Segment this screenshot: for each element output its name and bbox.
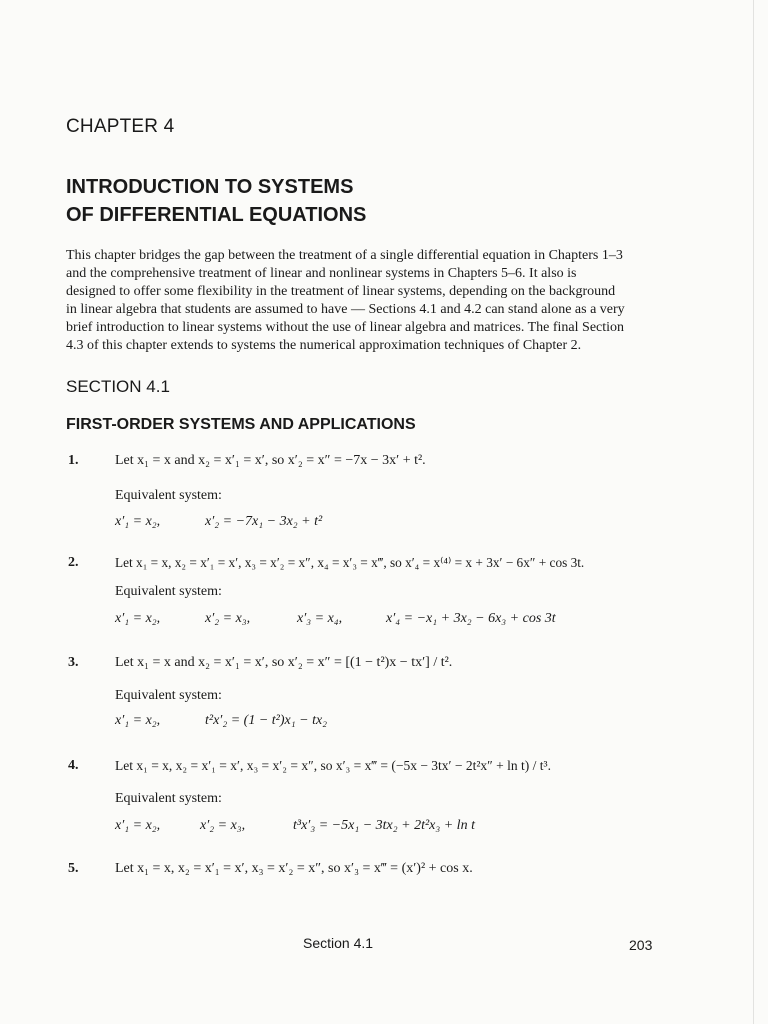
system-equation: x′₁ = x₂, <box>115 514 161 529</box>
problem-statement: Let x₁ = x, x₂ = x′₁ = x′, x₃ = x′₂ = x″, so x′₃ = x‴ = (x′)² + cos x. <box>115 861 473 876</box>
chapter-label: CHAPTER 4 <box>66 116 175 137</box>
problem-statement: Let x₁ = x, x₂ = x′₁ = x′, x₃ = x′₂ = x″, x₄ = x′₃ = x‴, so x′₄ = x⁽⁴⁾ = x + 3x′ − 6x″ + cos 3t. <box>115 555 585 570</box>
chapter-title-line-1: INTRODUCTION TO SYSTEMS <box>66 176 354 198</box>
system-equation: t²x′₂ = (1 − t²)x₁ − tx₂ <box>205 713 328 728</box>
footer-section-label: Section 4.1 <box>303 935 374 951</box>
system-equation: x′₃ = x₄, <box>297 611 343 626</box>
intro-line: 4.3 of this chapter extends to systems the numerical approximation techniques of Chapter 2. <box>66 338 582 354</box>
problem-number: 1. <box>68 453 79 468</box>
problem-number: 2. <box>68 555 79 570</box>
intro-line: brief introduction to linear systems without the use of linear algebra and matrices. The final Section <box>66 320 625 336</box>
problem-3-statement-row <box>0 652 740 674</box>
chapter-title <box>66 173 366 229</box>
page-edge-divider <box>753 0 754 1024</box>
problem-2-statement-row <box>0 552 740 574</box>
problem-number: 4. <box>68 758 79 773</box>
system-equation: t³x′₃ = −5x₁ − 3tx₂ + 2t²x₃ + ln t <box>293 818 475 833</box>
problem-statement: Let x₁ = x, x₂ = x′₁ = x′, x₃ = x′₂ = x″, so x′₃ = x‴ = (−5x − 3tx′ − 2t²x″ + ln t) / t³. <box>115 758 551 773</box>
section-label: SECTION 4.1 <box>66 377 170 396</box>
system-equation: x′₂ = x₃, <box>205 611 251 626</box>
system-equation: x′₄ = −x₁ + 3x₂ − 6x₃ + cos 3t <box>386 611 556 626</box>
problem-number: 3. <box>68 655 79 670</box>
chapter-title-line-2: OF DIFFERENTIAL EQUATIONS <box>66 204 367 226</box>
problem-1-statement-row <box>0 450 740 472</box>
system-equation: x′₁ = x₂, <box>115 818 161 833</box>
equivalent-system-label: Equivalent system: <box>115 688 222 703</box>
equivalent-system-label: Equivalent system: <box>115 584 222 599</box>
problem-statement: Let x₁ = x and x₂ = x′₁ = x′, so x′₂ = x″ = [(1 − t²)x − tx′] / t². <box>115 655 453 670</box>
intro-line: designed to offer some flexibility in the treatment of linear systems, depending on the background <box>66 284 616 300</box>
system-equation: x′₂ = x₃, <box>200 818 246 833</box>
problem-statement: Let x₁ = x and x₂ = x′₁ = x′, so x′₂ = x″ = −7x − 3x′ + t². <box>115 453 426 468</box>
page-number: 203 <box>629 937 653 953</box>
section-title: FIRST-ORDER SYSTEMS AND APPLICATIONS <box>66 416 416 433</box>
system-equation: x′₁ = x₂, <box>115 713 161 728</box>
intro-line: in linear algebra that students are assumed to have — Sections 4.1 and 4.2 can stand alone as a very <box>66 302 625 318</box>
system-equation: x′₁ = x₂, <box>115 611 161 626</box>
system-equation: x′₂ = −7x₁ − 3x₂ + t² <box>205 514 323 529</box>
problem-number: 5. <box>68 861 79 876</box>
intro-paragraph <box>66 247 666 356</box>
problem-5-statement-row <box>0 858 740 880</box>
equivalent-system-label: Equivalent system: <box>115 791 222 806</box>
problem-4-statement-row <box>0 755 740 777</box>
equivalent-system-label: Equivalent system: <box>115 488 222 503</box>
intro-line: and the comprehensive treatment of linear and nonlinear systems in Chapters 5–6. It also is <box>66 266 577 282</box>
intro-line: This chapter bridges the gap between the treatment of a single differential equation in Chapters 1–3 <box>66 248 623 263</box>
